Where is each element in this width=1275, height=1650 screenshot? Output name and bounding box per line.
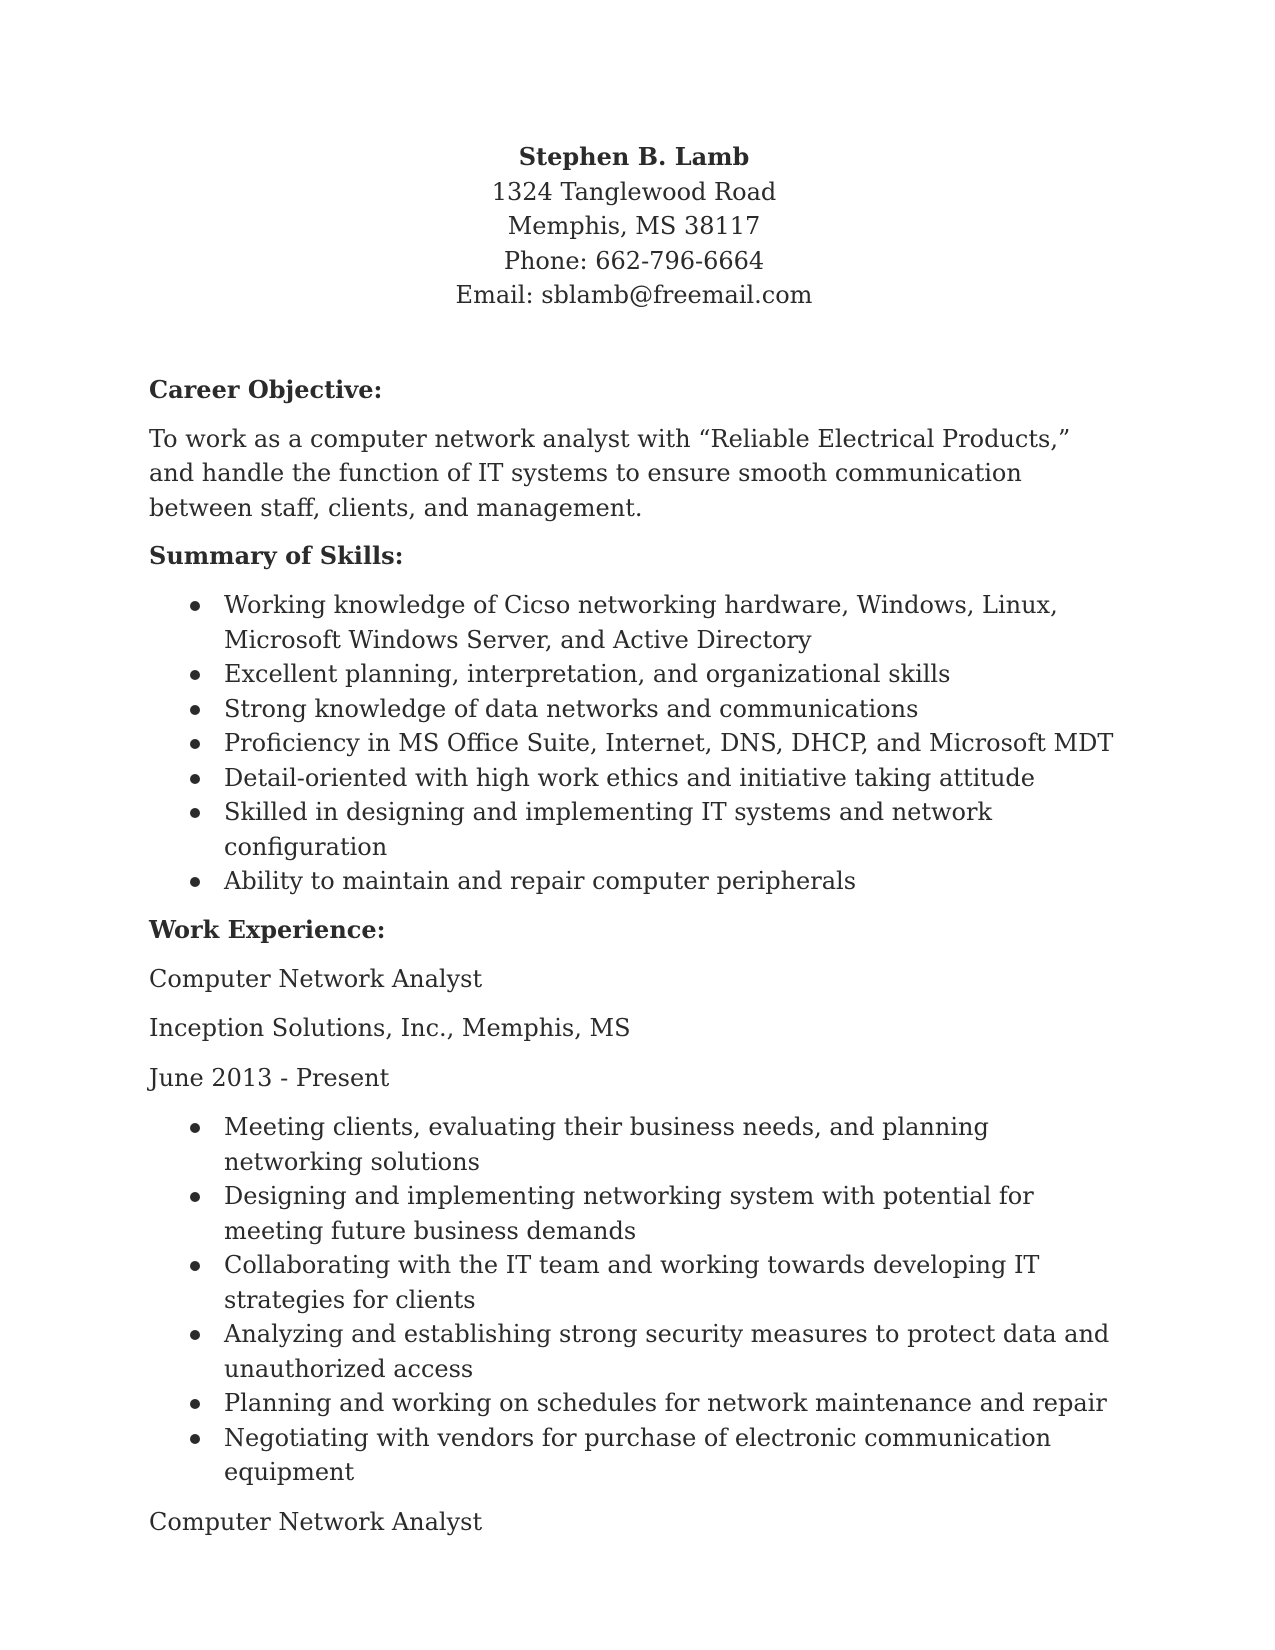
- bullet-icon: [190, 877, 200, 887]
- skills-list: [149, 588, 1119, 899]
- list-item: Collaborating with the IT team and working towards developing IT strategies for clients: [149, 1248, 1119, 1317]
- objective-heading: Career Objective:: [149, 374, 383, 404]
- email-address: Email: sblamb@freemail.com: [455, 281, 813, 309]
- list-item: Strong knowledge of data networks and communications: [149, 692, 1119, 727]
- applicant-name: Stephen B. Lamb: [518, 142, 750, 171]
- list-item: Meeting clients, evaluating their business needs, and planning networking solutions: [149, 1110, 1119, 1179]
- bullet-icon: [190, 670, 200, 680]
- list-item: Ability to maintain and repair computer peripherals: [149, 864, 1119, 899]
- bullet-icon: [190, 1399, 200, 1409]
- bullet-icon: [190, 1123, 200, 1133]
- bullet-icon: [190, 808, 200, 818]
- street-address: 1324 Tanglewood Road: [491, 177, 777, 206]
- experience-heading: Work Experience:: [149, 914, 386, 944]
- list-item: Designing and implementing networking system with potential for meeting future business demands: [149, 1179, 1119, 1248]
- phone-number: Phone: 662-796-6664: [503, 246, 765, 275]
- resume-page: [149, 140, 1119, 1539]
- job-title: Computer Network Analyst: [149, 964, 483, 993]
- bullet-icon: [190, 1192, 200, 1202]
- list-item: Planning and working on schedules for network maintenance and repair: [149, 1386, 1119, 1421]
- bullet-icon: [190, 1330, 200, 1340]
- list-item: Detail-oriented with high work ethics and initiative taking attitude: [149, 761, 1119, 796]
- job-dates: June 2013 - Present: [149, 1063, 390, 1092]
- list-item: Excellent planning, interpretation, and organizational skills: [149, 657, 1119, 692]
- list-item: Proficiency in MS Office Suite, Internet, DNS, DHCP, and Microsoft MDT: [149, 726, 1119, 761]
- contact-header: [149, 140, 1119, 313]
- list-item: Skilled in designing and implementing IT systems and network configuration: [149, 795, 1119, 864]
- bullet-icon: [190, 705, 200, 715]
- job-title: Computer Network Analyst: [149, 1507, 483, 1536]
- skills-heading: Summary of Skills:: [149, 541, 404, 570]
- bullet-icon: [190, 739, 200, 749]
- list-item: Working knowledge of Cicso networking hardware, Windows, Linux, Microsoft Windows Server, and Active Directory: [149, 588, 1119, 657]
- list-item: Analyzing and establishing strong security measures to protect data and unauthorized access: [149, 1317, 1119, 1386]
- list-item: Negotiating with vendors for purchase of electronic communication equipment: [149, 1421, 1119, 1490]
- bullet-icon: [190, 1261, 200, 1271]
- company-name: Inception Solutions, Inc., Memphis, MS: [149, 1014, 631, 1042]
- duties-list: [149, 1110, 1119, 1490]
- bullet-icon: [190, 774, 200, 784]
- bullet-icon: [190, 601, 200, 611]
- objective-text: To work as a computer network analyst with “Reliable Electrical Products,” and handle the function of IT systems to ensure smooth communication between staff, clients, and management.: [149, 424, 1071, 522]
- city-state-zip: Memphis, MS 38117: [507, 212, 761, 240]
- bullet-icon: [190, 1434, 200, 1444]
